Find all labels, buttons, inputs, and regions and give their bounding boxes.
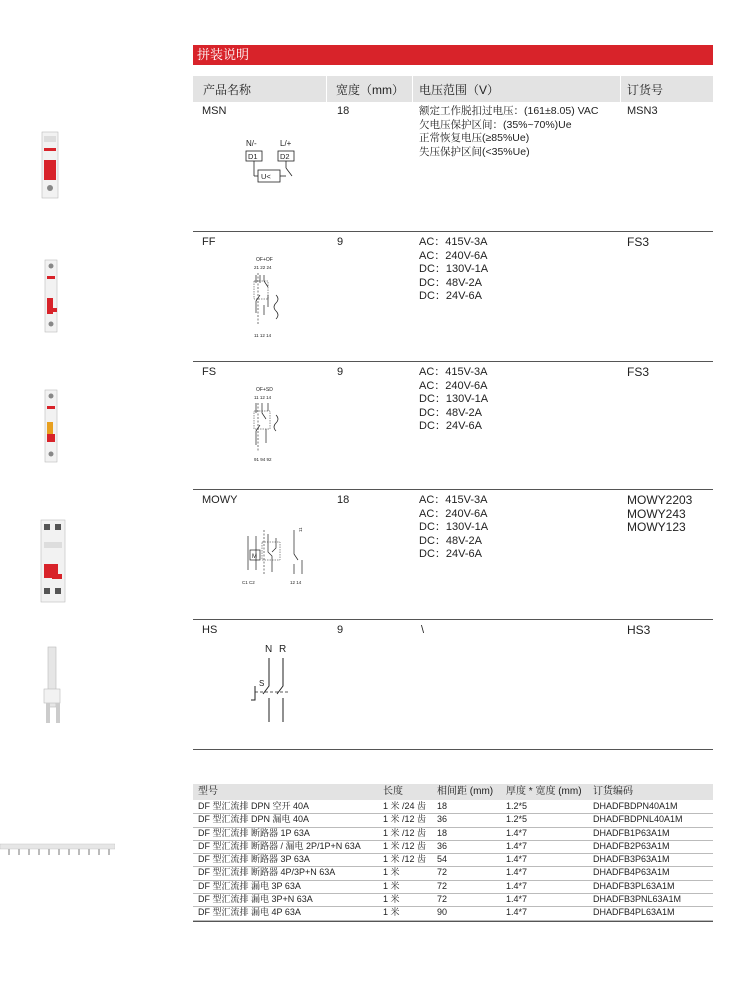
row-hs-voltage: \ bbox=[421, 624, 425, 636]
table-row bbox=[193, 828, 713, 841]
table-row bbox=[193, 907, 713, 920]
mowy-wiring-diagram bbox=[236, 520, 311, 588]
fs-label-bot-nums: 91 94 92 bbox=[254, 457, 272, 462]
table-cell: 1 米 bbox=[383, 880, 400, 891]
table-cell: DF 型汇流排 断路器 / 漏电 2P/1P+N 63A bbox=[198, 840, 361, 851]
msn-label-d2: D2 bbox=[280, 152, 290, 161]
voltage-line: 欠电压保护区间：(35%~70%)Ue bbox=[419, 118, 572, 131]
row-hs-order: HS3 bbox=[627, 623, 651, 637]
order-code: MOWY123 bbox=[627, 520, 686, 534]
fs-wiring-diagram bbox=[250, 385, 295, 465]
table-cell: 1.4*7 bbox=[506, 907, 528, 918]
divider bbox=[326, 76, 327, 102]
voltage-line: 失压保护区间(<35%Ue) bbox=[419, 145, 530, 158]
table-cell: DHADFB3P63A1M bbox=[593, 854, 670, 865]
table-cell: 1.4*7 bbox=[506, 854, 528, 865]
mowy-label-c: C1 C2 bbox=[242, 580, 255, 585]
table-cell: DF 型汇流排 DPN 漏电 40A bbox=[198, 814, 310, 825]
table-row bbox=[193, 867, 713, 880]
row-divider bbox=[193, 231, 713, 232]
table-cell: DHADFB3PL63A1M bbox=[593, 880, 675, 891]
table-cell: 1.4*7 bbox=[506, 867, 528, 878]
row-fs-voltage bbox=[419, 366, 488, 434]
t2-col-order-code: 订货编码 bbox=[593, 786, 633, 797]
t2-col-spacing: 相间距 (mm) bbox=[437, 786, 494, 797]
busbar-product-image bbox=[0, 838, 115, 860]
ff-label-bot-nums: 11 12 14 bbox=[254, 333, 272, 338]
ff-product-image bbox=[42, 258, 60, 334]
fs-label-top: OF+SD bbox=[256, 387, 273, 393]
table-cell: 1.4*7 bbox=[506, 880, 528, 891]
table-cell: 1.4*7 bbox=[506, 894, 528, 905]
table2-body bbox=[193, 801, 713, 921]
row-ff-width: 9 bbox=[337, 236, 344, 248]
table-cell: 18 bbox=[437, 827, 448, 838]
table-cell: DF 型汇流排 漏电 3P 63A bbox=[198, 880, 301, 891]
t2-col-thickness: 厚度 * 宽度 (mm) bbox=[506, 786, 582, 797]
table-cell: 72 bbox=[437, 867, 448, 878]
table-cell: DHADFB3PNL63A1M bbox=[593, 894, 682, 905]
section-title: 拼装说明 bbox=[193, 45, 713, 65]
row-hs-name: HS bbox=[202, 624, 218, 636]
table-cell: 1.4*7 bbox=[506, 827, 528, 838]
voltage-line: DC：130V-1A bbox=[419, 521, 489, 533]
col-header-width: 宽度（mm） bbox=[336, 83, 404, 97]
divider bbox=[620, 76, 621, 102]
row-ff-voltage bbox=[419, 236, 488, 304]
row-mowy-order bbox=[627, 494, 692, 535]
row-mowy-width: 18 bbox=[337, 494, 350, 506]
voltage-line: 额定工作脱扣过电压：(161±8.05) VAC bbox=[419, 105, 599, 117]
voltage-line: DC：24V-6A bbox=[419, 420, 482, 432]
voltage-line: DC：24V-6A bbox=[419, 548, 482, 560]
table-cell: 54 bbox=[437, 854, 448, 865]
row-msn-name: MSN bbox=[202, 105, 227, 117]
row-fs-order: FS3 bbox=[627, 365, 650, 379]
row-ff-name: FF bbox=[202, 236, 216, 248]
row-mowy-voltage bbox=[419, 494, 488, 562]
msn-label-d1: D1 bbox=[248, 152, 258, 161]
table-cell: DF 型汇流排 断路器 1P 63A bbox=[198, 827, 310, 838]
table-row bbox=[193, 801, 713, 814]
ff-label-top-nums: 21 22 24 bbox=[254, 265, 272, 270]
table-cell: DF 型汇流排 漏电 3P+N 63A bbox=[198, 894, 313, 905]
table-cell: 72 bbox=[437, 880, 448, 891]
table-cell: 36 bbox=[437, 840, 448, 851]
voltage-line: AC：240V-6A bbox=[419, 507, 488, 520]
row-ff-order: FS3 bbox=[627, 235, 650, 249]
voltage-line: DC：48V-2A bbox=[419, 406, 482, 419]
table-cell: 1 米 /12 齿 bbox=[383, 840, 427, 851]
order-code: MOWY2203 bbox=[627, 493, 693, 507]
row-msn-order: MSN3 bbox=[627, 105, 658, 117]
mowy-product-image bbox=[38, 518, 68, 604]
table-row bbox=[193, 854, 713, 867]
table-cell: 36 bbox=[437, 814, 448, 825]
table-cell: DHADFB4PL63A1M bbox=[593, 907, 675, 918]
ff-wiring-diagram bbox=[250, 255, 295, 340]
table-row bbox=[193, 894, 713, 907]
msn-label-u: U< bbox=[261, 172, 271, 181]
row-divider bbox=[193, 619, 713, 620]
svg-text:M: M bbox=[252, 554, 257, 560]
table-cell: 1 米 bbox=[383, 894, 400, 905]
fs-product-image bbox=[42, 388, 60, 464]
row-divider bbox=[193, 749, 713, 750]
table-cell: DHADFB1P63A1M bbox=[593, 827, 670, 838]
row-hs-width: 9 bbox=[337, 624, 344, 636]
col-header-voltage: 电压范围（V） bbox=[419, 83, 500, 97]
table-row bbox=[193, 881, 713, 894]
table-cell: 18 bbox=[437, 801, 448, 811]
table2-bottom-rule bbox=[193, 921, 713, 922]
table-cell: 1.2*5 bbox=[506, 801, 528, 811]
msn-label-n: N/- bbox=[246, 139, 257, 148]
voltage-line: AC：240V-6A bbox=[419, 379, 488, 392]
table-cell: 1 米 /12 齿 bbox=[383, 827, 427, 838]
voltage-line: AC：240V-6A bbox=[419, 249, 488, 262]
voltage-line: AC：415V-3A bbox=[419, 494, 488, 506]
table-cell: DHADFB2P63A1M bbox=[593, 840, 670, 851]
table-cell: DF 型汇流排 漏电 4P 63A bbox=[198, 907, 301, 918]
voltage-line: DC：48V-2A bbox=[419, 276, 482, 289]
msn-product-image bbox=[38, 130, 62, 200]
table-cell: DHADFB4P63A1M bbox=[593, 867, 670, 878]
table-cell: DHADFBDPN40A1M bbox=[593, 801, 678, 811]
table-cell: DHADFBDPNL40A1M bbox=[593, 814, 683, 825]
table-cell: 1 米 bbox=[383, 907, 400, 918]
voltage-line: DC：130V-1A bbox=[419, 393, 489, 405]
table-cell: 1 米 /12 齿 bbox=[383, 854, 427, 865]
table-cell: 90 bbox=[437, 907, 448, 918]
table-row bbox=[193, 814, 713, 827]
row-fs-name: FS bbox=[202, 366, 217, 378]
mowy-label-bot: 12 14 bbox=[290, 580, 302, 585]
msn-wiring-diagram bbox=[240, 138, 300, 188]
row-divider bbox=[193, 489, 713, 490]
row-msn-voltage bbox=[419, 105, 598, 159]
table-cell: 1 米 /12 齿 bbox=[383, 814, 427, 825]
voltage-line: DC：48V-2A bbox=[419, 534, 482, 547]
table-cell: 72 bbox=[437, 894, 448, 905]
t2-col-length: 长度 bbox=[383, 786, 403, 797]
row-msn-width: 18 bbox=[337, 105, 350, 117]
col-header-order: 订货号 bbox=[627, 83, 664, 97]
table-cell: 1 米 bbox=[383, 867, 400, 878]
voltage-line: AC：415V-3A bbox=[419, 366, 488, 378]
row-mowy-name: MOWY bbox=[202, 494, 238, 506]
t2-col-model: 型号 bbox=[198, 786, 218, 797]
table-cell: 1.4*7 bbox=[506, 840, 528, 851]
divider bbox=[412, 76, 413, 102]
voltage-line: AC：415V-3A bbox=[419, 236, 488, 248]
order-code: MOWY243 bbox=[627, 506, 686, 521]
hs-label-n: N bbox=[265, 644, 273, 655]
table-cell: DF 型汇流排 断路器 3P 63A bbox=[198, 854, 310, 865]
row-divider bbox=[193, 361, 713, 362]
ff-label-top: OF+OF bbox=[256, 257, 273, 263]
hs-label-r: R bbox=[279, 644, 287, 655]
table-cell: 1 米 /24 齿 bbox=[383, 801, 427, 811]
voltage-line: DC：130V-1A bbox=[419, 263, 489, 275]
col-header-name: 产品名称 bbox=[203, 83, 252, 97]
table-cell: DF 型汇流排 断路器 4P/3P+N 63A bbox=[198, 867, 336, 878]
msn-label-l: L/+ bbox=[280, 139, 292, 148]
voltage-line: DC：24V-6A bbox=[419, 290, 482, 302]
fs-label-top-nums: 11 12 14 bbox=[254, 395, 272, 400]
voltage-line: 正常恢复电压(≥85%Ue) bbox=[419, 132, 530, 144]
table-row bbox=[193, 841, 713, 854]
hs-wiring-diagram bbox=[245, 640, 300, 725]
row-fs-width: 9 bbox=[337, 366, 344, 378]
hs-product-image bbox=[38, 645, 68, 725]
hs-label-s: S bbox=[259, 679, 265, 688]
mowy-label-side: 11 bbox=[298, 527, 303, 532]
table-cell: 1.2*5 bbox=[506, 814, 528, 825]
table-cell: DF 型汇流排 DPN 空开 40A bbox=[198, 801, 310, 811]
